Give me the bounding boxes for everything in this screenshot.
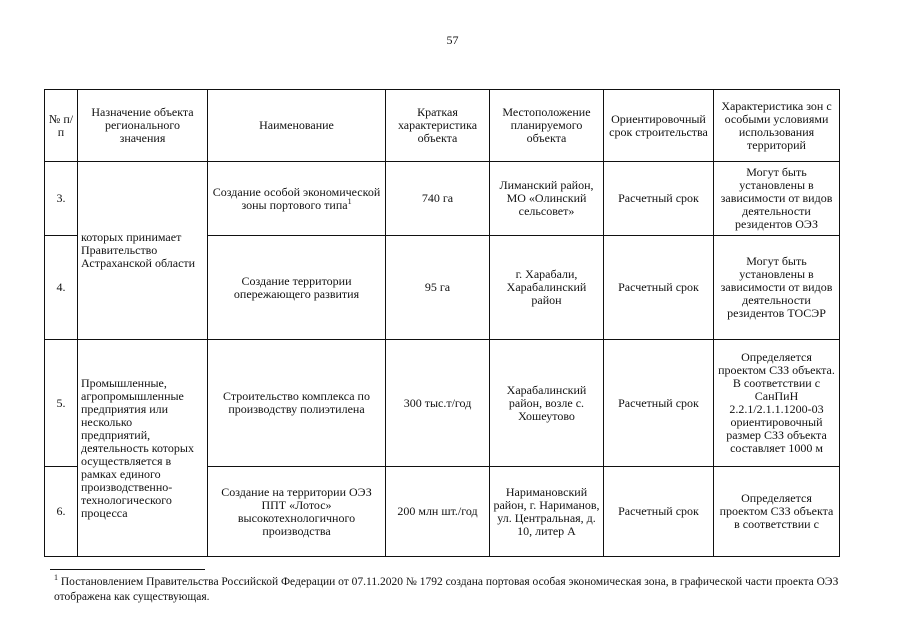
object-characteristic: 300 тыс.т/год bbox=[386, 340, 490, 467]
row-number: 3. bbox=[45, 162, 78, 236]
header-name: Наименование bbox=[208, 90, 386, 162]
purpose-cell: которых принимает Правительство Астраханской области bbox=[78, 162, 208, 340]
footnote-text: Постановлением Правительства Российской Федерации от 07.11.2020 № 1792 создана портовая особая экономическая зона, в графической части проекта ОЭЗ отображена как существующая. bbox=[54, 576, 839, 603]
footnote-mark: 1 bbox=[347, 196, 352, 206]
object-term: Расчетный срок bbox=[604, 467, 714, 557]
header-purpose: Назначение объекта регионального значения bbox=[78, 90, 208, 162]
object-location: г. Харабали, Харабалинский район bbox=[490, 236, 604, 340]
header-term: Ориентировочный срок строительства bbox=[604, 90, 714, 162]
footnote-divider bbox=[50, 569, 205, 570]
object-name-text: Создание особой экономической зоны портового типа bbox=[212, 184, 381, 212]
object-location: Лиманский район, МО «Олинский сельсовет» bbox=[490, 162, 604, 236]
object-zones: Определяется проектом СЗЗ объекта. В соответствии с СанПиН 2.2.1/2.1.1.1200-03 ориентировочный размер СЗЗ объекта составляет 1000 м bbox=[714, 340, 840, 467]
object-term: Расчетный срок bbox=[604, 340, 714, 467]
object-characteristic: 740 га bbox=[386, 162, 490, 236]
object-zones: Определяется проектом СЗЗ объекта в соответствии с bbox=[714, 467, 840, 557]
table-row bbox=[45, 340, 840, 467]
header-zones: Характеристика зон с особыми условиями использования территорий bbox=[714, 90, 840, 162]
table-row bbox=[45, 162, 840, 236]
object-name: Строительство комплекса по производству полиэтилена bbox=[208, 340, 386, 467]
row-number: 6. bbox=[45, 467, 78, 557]
object-name: Создание территории опережающего развития bbox=[208, 236, 386, 340]
object-term: Расчетный срок bbox=[604, 162, 714, 236]
table-header-row bbox=[45, 90, 840, 162]
object-characteristic: 95 га bbox=[386, 236, 490, 340]
object-term: Расчетный срок bbox=[604, 236, 714, 340]
objects-table bbox=[44, 89, 840, 557]
object-name bbox=[208, 162, 386, 236]
object-zones: Могут быть установлены в зависимости от видов деятельности резидентов ТОСЭР bbox=[714, 236, 840, 340]
object-location: Харабалинский район, возле с. Хошеутово bbox=[490, 340, 604, 467]
footnote bbox=[54, 575, 844, 605]
header-characteristic: Краткая характеристика объекта bbox=[386, 90, 490, 162]
purpose-cell: Промышленные, агропромышленные предприятия или несколько предприятий, деятельность которых осуществляется в рамках единого производственно-технологического процесса bbox=[78, 340, 208, 557]
object-name: Создание на территории ОЭЗ ППТ «Лотос» высокотехнологичного производства bbox=[208, 467, 386, 557]
row-number: 5. bbox=[45, 340, 78, 467]
row-number: 4. bbox=[45, 236, 78, 340]
footnote-number: 1 bbox=[54, 573, 58, 583]
header-location: Местоположение планируемого объекта bbox=[490, 90, 604, 162]
object-characteristic: 200 млн шт./год bbox=[386, 467, 490, 557]
object-location: Наримановский район, г. Нариманов, ул. Центральная, д. 10, литер А bbox=[490, 467, 604, 557]
page-number: 57 bbox=[446, 33, 459, 47]
header-number: № п/п bbox=[45, 90, 78, 162]
object-zones: Могут быть установлены в зависимости от видов деятельности резидентов ОЭЗ bbox=[714, 162, 840, 236]
